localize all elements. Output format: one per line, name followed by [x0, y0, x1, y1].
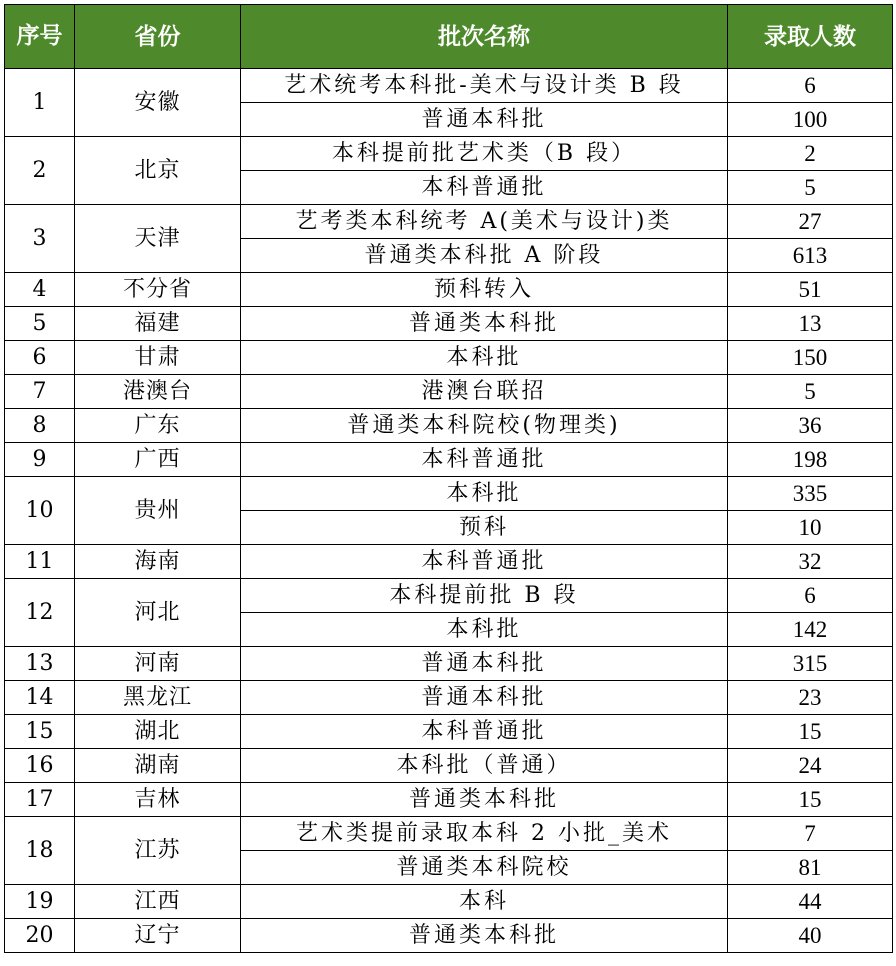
seq-cell: 2: [5, 137, 75, 205]
batch-name-cell: 本科普通批: [241, 171, 728, 205]
table-row: [5, 749, 893, 783]
province-cell: 吉林: [75, 783, 241, 817]
batch-name-cell: 艺术类提前录取本科 2 小批_美术: [241, 817, 728, 851]
province-cell: 湖北: [75, 715, 241, 749]
table-row: [5, 341, 893, 375]
province-cell: 海南: [75, 545, 241, 579]
seq-cell: 15: [5, 715, 75, 749]
admission-count-cell: 44: [728, 885, 893, 919]
admission-count-cell: 10: [728, 511, 893, 545]
admission-count-cell: 27: [728, 205, 893, 239]
seq-cell: 6: [5, 341, 75, 375]
batch-name-cell: 本科: [241, 885, 728, 919]
seq-cell: 12: [5, 579, 75, 647]
batch-name-cell: 港澳台联招: [241, 375, 728, 409]
table-row: [5, 647, 893, 681]
admission-count-cell: 7: [728, 817, 893, 851]
admission-count-cell: 613: [728, 239, 893, 273]
batch-name-cell: 普通类本科批: [241, 307, 728, 341]
table-row: [5, 919, 893, 953]
province-cell: 河北: [75, 579, 241, 647]
table-header-row: [5, 5, 893, 69]
admission-count-cell: 32: [728, 545, 893, 579]
admission-count-cell: 6: [728, 579, 893, 613]
province-cell: 广西: [75, 443, 241, 477]
header-seq: 序号: [5, 5, 75, 69]
table-row: [5, 69, 893, 103]
batch-name-cell: 本科批: [241, 477, 728, 511]
batch-name-cell: 本科普通批: [241, 715, 728, 749]
batch-name-cell: 普通本科批: [241, 103, 728, 137]
seq-cell: 20: [5, 919, 75, 953]
batch-name-cell: 普通类本科院校(物理类): [241, 409, 728, 443]
table-row: [5, 885, 893, 919]
province-cell: 甘肃: [75, 341, 241, 375]
admission-count-cell: 40: [728, 919, 893, 953]
admission-count-cell: 150: [728, 341, 893, 375]
province-cell: 河南: [75, 647, 241, 681]
seq-cell: 18: [5, 817, 75, 885]
table-row: [5, 409, 893, 443]
admission-count-cell: 23: [728, 681, 893, 715]
seq-cell: 17: [5, 783, 75, 817]
seq-cell: 11: [5, 545, 75, 579]
admission-count-cell: 15: [728, 783, 893, 817]
batch-name-cell: 本科提前批艺术类（B 段）: [241, 137, 728, 171]
batch-name-cell: 本科提前批 B 段: [241, 579, 728, 613]
table-body: [5, 69, 893, 953]
batch-name-cell: 普通类本科院校: [241, 851, 728, 885]
admission-count-cell: 36: [728, 409, 893, 443]
batch-name-cell: 艺考类本科统考 A(美术与设计)类: [241, 205, 728, 239]
batch-name-cell: 本科普通批: [241, 545, 728, 579]
admission-count-cell: 142: [728, 613, 893, 647]
table-row: [5, 375, 893, 409]
table-row: [5, 477, 893, 511]
table-row: [5, 783, 893, 817]
admission-count-cell: 6: [728, 69, 893, 103]
table-row: [5, 307, 893, 341]
seq-cell: 10: [5, 477, 75, 545]
batch-name-cell: 普通本科批: [241, 647, 728, 681]
province-cell: 辽宁: [75, 919, 241, 953]
province-cell: 不分省: [75, 273, 241, 307]
admission-count-cell: 5: [728, 375, 893, 409]
seq-cell: 7: [5, 375, 75, 409]
batch-name-cell: 本科普通批: [241, 443, 728, 477]
header-batch: 批次名称: [241, 5, 728, 69]
table-row: [5, 545, 893, 579]
province-cell: 福建: [75, 307, 241, 341]
batch-name-cell: 艺术统考本科批-美术与设计类 B 段: [241, 69, 728, 103]
header-province: 省份: [75, 5, 241, 69]
batch-name-cell: 普通类本科批: [241, 919, 728, 953]
admission-count-cell: 335: [728, 477, 893, 511]
table-row: [5, 205, 893, 239]
batch-name-cell: 普通类本科批: [241, 783, 728, 817]
batch-name-cell: 本科批（普通）: [241, 749, 728, 783]
admission-count-cell: 13: [728, 307, 893, 341]
seq-cell: 14: [5, 681, 75, 715]
table-row: [5, 579, 893, 613]
header-count: 录取人数: [728, 5, 893, 69]
province-cell: 天津: [75, 205, 241, 273]
admission-count-cell: 2: [728, 137, 893, 171]
batch-name-cell: 普通类本科批 A 阶段: [241, 239, 728, 273]
batch-name-cell: 预科: [241, 511, 728, 545]
province-cell: 黑龙江: [75, 681, 241, 715]
admission-count-cell: 315: [728, 647, 893, 681]
province-cell: 贵州: [75, 477, 241, 545]
batch-name-cell: 本科批: [241, 613, 728, 647]
admission-count-cell: 5: [728, 171, 893, 205]
province-cell: 湖南: [75, 749, 241, 783]
seq-cell: 4: [5, 273, 75, 307]
batch-name-cell: 预科转入: [241, 273, 728, 307]
admission-count-cell: 15: [728, 715, 893, 749]
seq-cell: 1: [5, 69, 75, 137]
table-row: [5, 137, 893, 171]
province-cell: 广东: [75, 409, 241, 443]
seq-cell: 16: [5, 749, 75, 783]
batch-name-cell: 本科批: [241, 341, 728, 375]
province-cell: 北京: [75, 137, 241, 205]
table-row: [5, 681, 893, 715]
seq-cell: 3: [5, 205, 75, 273]
admission-count-cell: 51: [728, 273, 893, 307]
table-row: [5, 443, 893, 477]
admission-count-cell: 100: [728, 103, 893, 137]
admission-table: [4, 4, 893, 953]
province-cell: 江苏: [75, 817, 241, 885]
province-cell: 安徽: [75, 69, 241, 137]
table-row: [5, 817, 893, 851]
admission-count-cell: 81: [728, 851, 893, 885]
table-row: [5, 273, 893, 307]
admission-count-cell: 198: [728, 443, 893, 477]
seq-cell: 19: [5, 885, 75, 919]
batch-name-cell: 普通本科批: [241, 681, 728, 715]
province-cell: 江西: [75, 885, 241, 919]
seq-cell: 9: [5, 443, 75, 477]
seq-cell: 8: [5, 409, 75, 443]
seq-cell: 5: [5, 307, 75, 341]
province-cell: 港澳台: [75, 375, 241, 409]
table-row: [5, 715, 893, 749]
seq-cell: 13: [5, 647, 75, 681]
admission-count-cell: 24: [728, 749, 893, 783]
